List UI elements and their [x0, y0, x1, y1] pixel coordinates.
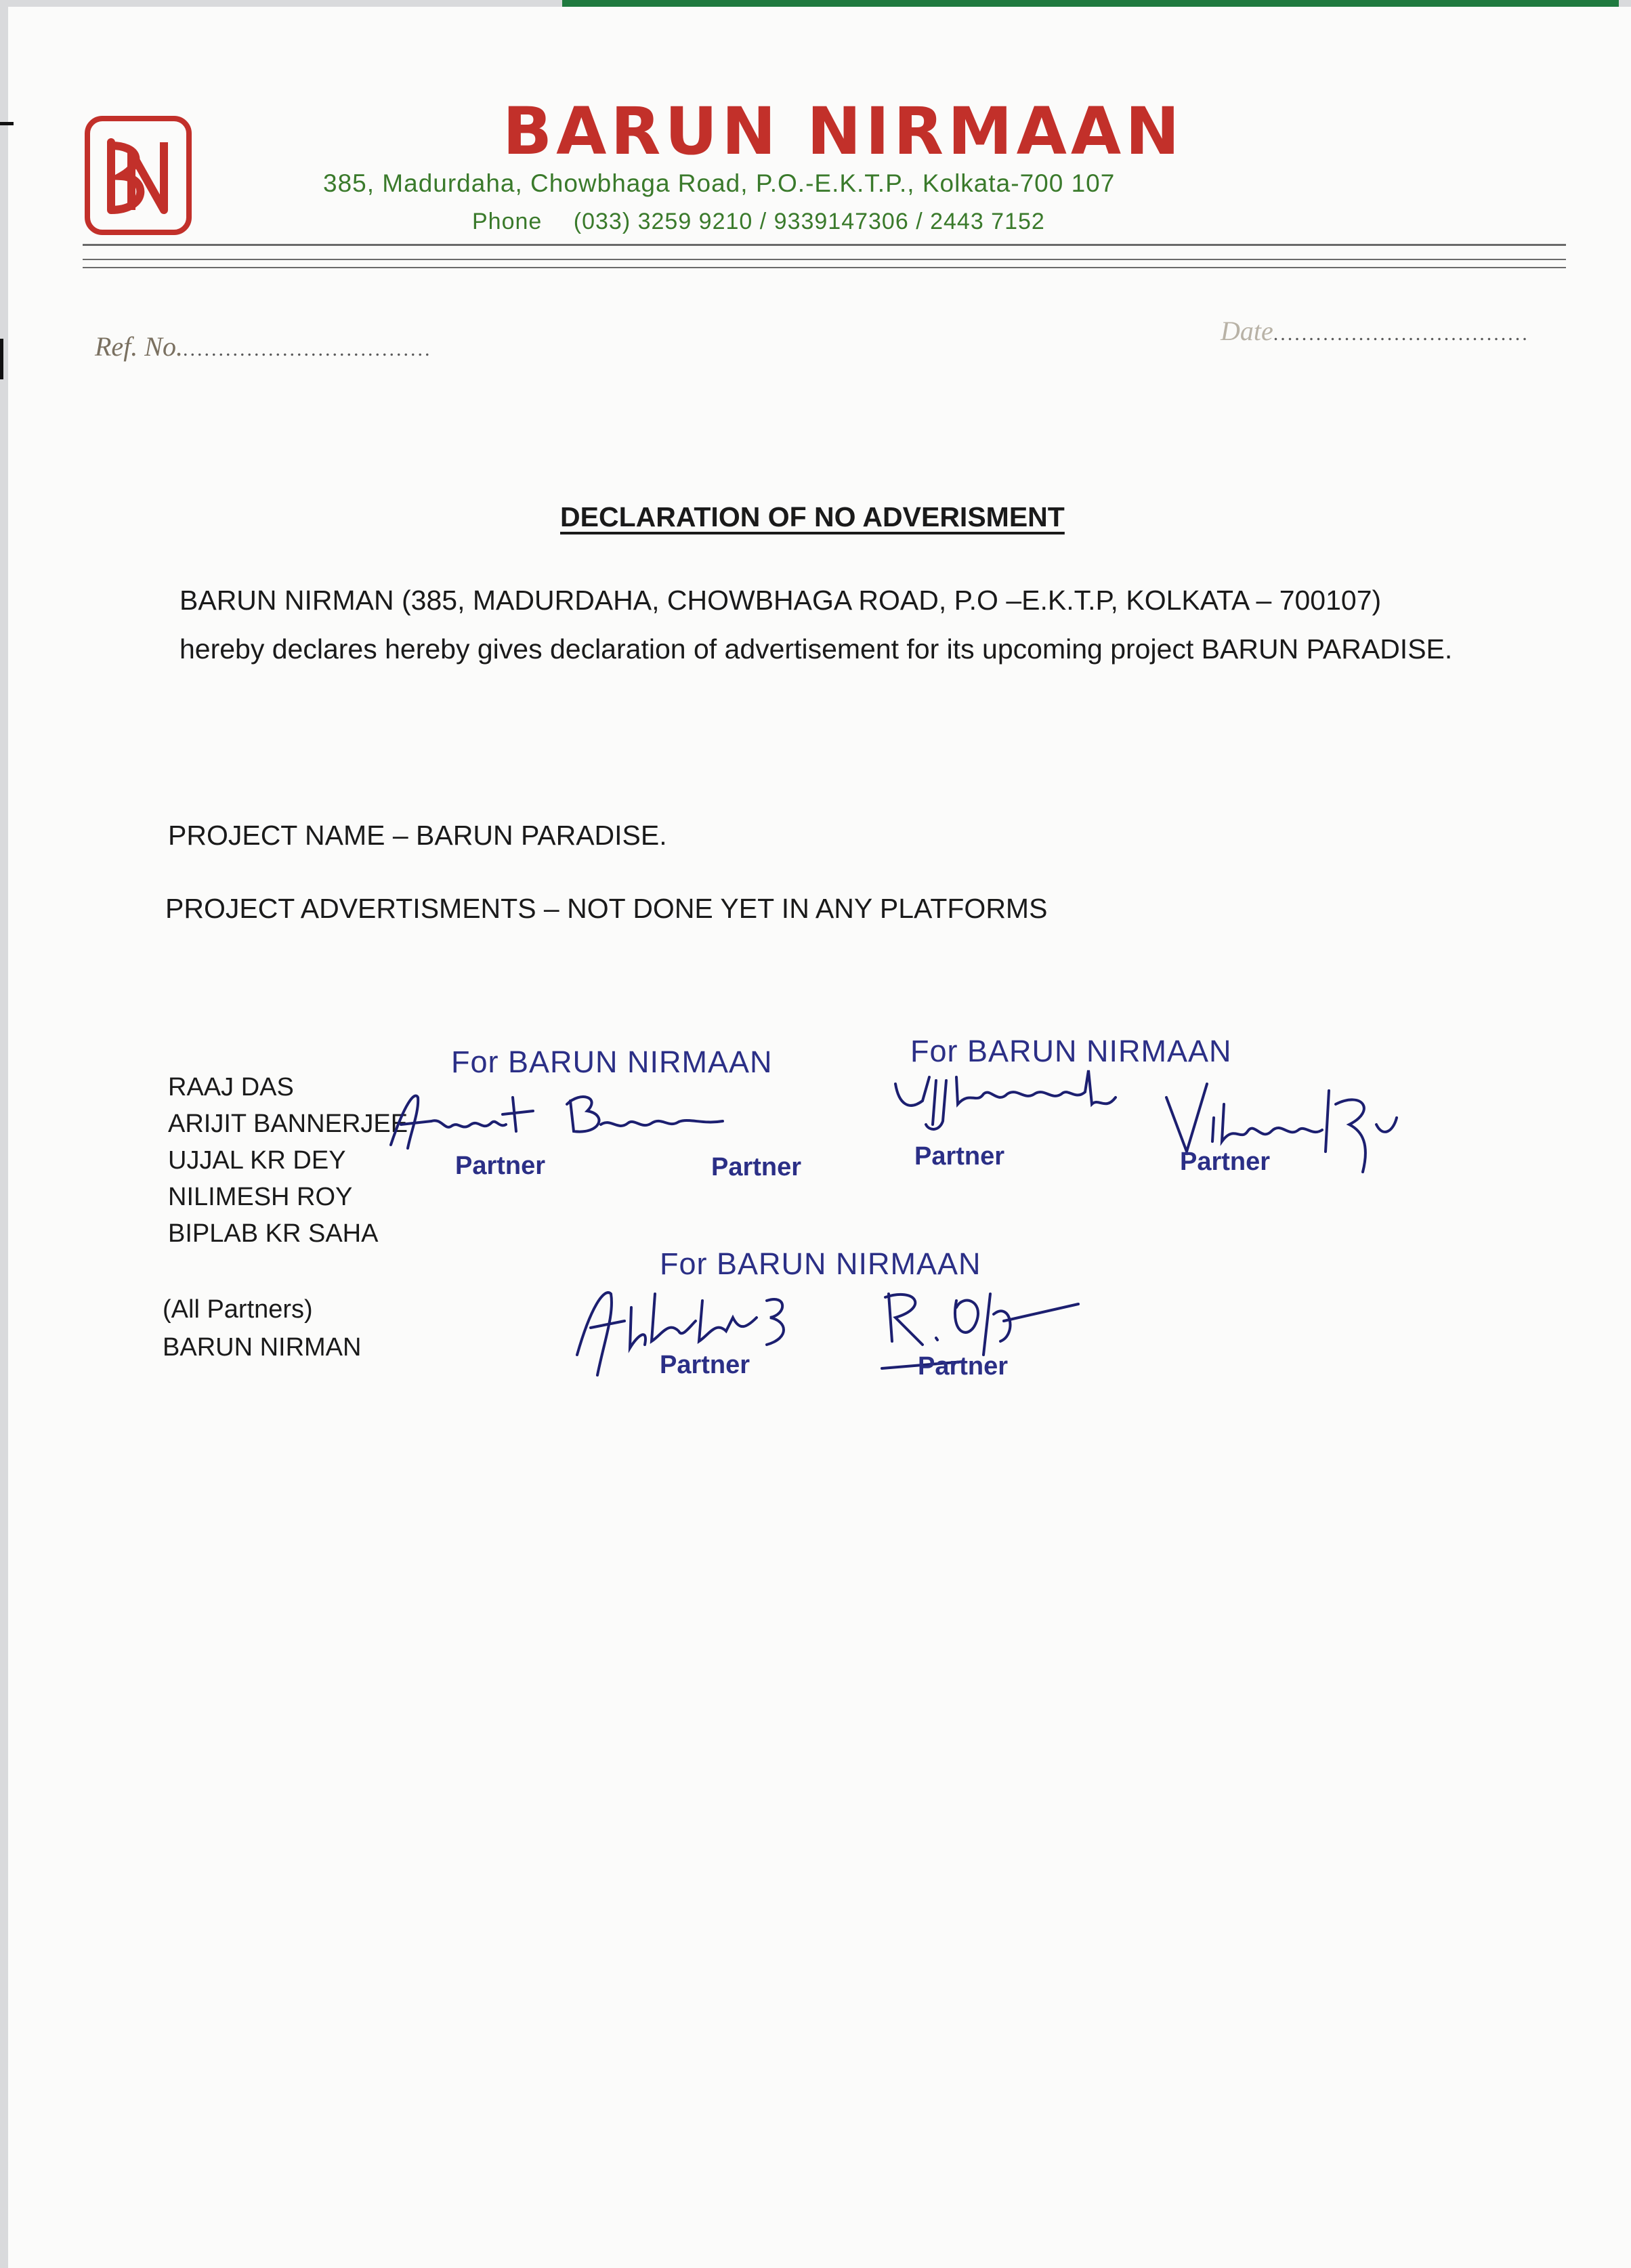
- ref-blank: ...................................: [182, 338, 432, 360]
- partner-name: BIPLAB KR SAHA: [168, 1219, 379, 1248]
- partner-name: ARIJIT BANNERJEE: [168, 1110, 408, 1138]
- signature-image: [882, 1064, 1139, 1141]
- header-divider: [83, 267, 1566, 268]
- letter-page: [8, 7, 1631, 2268]
- partner-label: Partner: [1180, 1148, 1271, 1176]
- header-divider: [83, 244, 1566, 246]
- stamp-title: For BARUN NIRMAAN: [660, 1246, 981, 1281]
- partners-list: [168, 1069, 408, 1252]
- company-name: BARUN NIRMAAN: [503, 93, 1184, 169]
- header-divider: [83, 259, 1566, 260]
- all-partners-note: (All Partners): [163, 1295, 313, 1324]
- firm-name: BARUN NIRMAN: [163, 1333, 362, 1362]
- binder-mark: [0, 339, 3, 379]
- phone-label: Phone: [472, 209, 543, 234]
- partner-name: RAAJ DAS: [168, 1073, 294, 1101]
- document-title: DECLARATION OF NO ADVERISMENT: [560, 501, 1065, 532]
- project-name-line: PROJECT NAME – BARUN PARADISE.: [168, 820, 667, 851]
- date-label: Date: [1221, 316, 1273, 346]
- company-phone: [472, 209, 1045, 235]
- date-blank: ....................................: [1273, 322, 1529, 345]
- stamp-title: For BARUN NIRMAAN: [451, 1045, 773, 1079]
- partner-label: Partner: [660, 1351, 750, 1379]
- project-ads-line: PROJECT ADVERTISMENTS – NOT DONE YET IN ANY PLATFORMS: [165, 893, 1048, 924]
- phone-numbers: (033) 3259 9210 / 9339147306 / 2443 7152: [573, 209, 1045, 234]
- ref-no-field: [95, 331, 431, 362]
- partner-name: UJJAL KR DEY: [168, 1146, 346, 1175]
- declaration-paragraph: BARUN NIRMAN (385, MADURDAHA, CHOWBHAGA ROAD, P.O –E.K.T.P, KOLKATA – 700107) hereby declares hereby gives declaration of advertisement for its upcoming project BARUN PARADISE.: [179, 585, 1453, 665]
- company-logo: [84, 115, 192, 236]
- stamp-title: For BARUN NIRMAAN: [910, 1034, 1232, 1068]
- partner-label: Partner: [711, 1153, 802, 1181]
- partner-label: Partner: [918, 1352, 1009, 1381]
- partner-name: NILIMESH ROY: [168, 1183, 353, 1211]
- partner-label: Partner: [455, 1152, 546, 1180]
- date-field: [1221, 315, 1529, 347]
- binder-mark: [0, 122, 14, 125]
- partners-footer: [163, 1290, 361, 1366]
- partner-label: Partner: [914, 1142, 1005, 1171]
- company-address: 385, Madurdaha, Chowbhaga Road, P.O.-E.K.T.P., Kolkata-700 107: [323, 169, 1116, 197]
- signature-image: [377, 1084, 729, 1161]
- ref-label: Ref. No.: [95, 331, 183, 362]
